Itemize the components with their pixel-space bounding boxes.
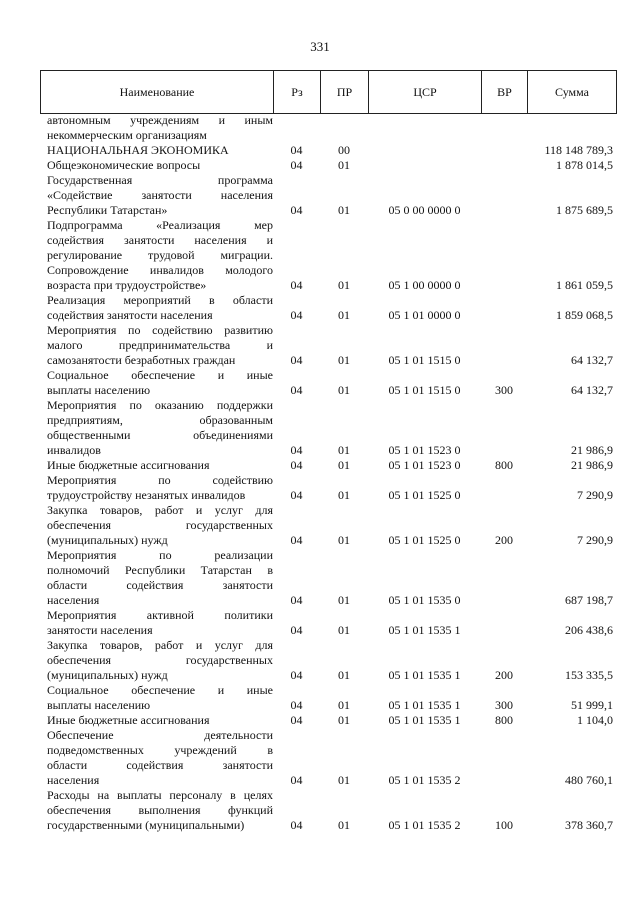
row-csr: 05 1 01 1535 1	[388, 668, 461, 682]
row-name	[40, 458, 273, 473]
row-sum: 51 999,1	[571, 698, 613, 712]
row-name-line: Мероприятия по оказанию поддержки	[47, 398, 273, 412]
row-vr	[481, 473, 527, 503]
row-sum: 206 438,6	[565, 623, 613, 637]
row-sum: 21 986,9	[571, 443, 613, 457]
row-pr: 01	[338, 158, 350, 172]
row-name-line: населения	[47, 773, 100, 787]
table-row	[40, 713, 616, 728]
row-csr: 05 1 01 1535 1	[388, 698, 461, 712]
row-name-line: возраста при трудоустройстве»	[47, 278, 207, 292]
row-pr: 01	[338, 698, 350, 712]
row-name	[40, 158, 273, 173]
row-name	[40, 638, 273, 683]
row-sum: 480 760,1	[565, 773, 613, 787]
row-sum: 1 859 068,5	[556, 308, 613, 322]
table-row	[40, 323, 616, 368]
row-csr: 05 1 00 0000 0	[388, 278, 461, 292]
row-csr: 05 1 01 1535 2	[388, 818, 461, 832]
row-sum: 7 290,9	[577, 488, 613, 502]
row-name	[40, 113, 273, 143]
row-name-line: Социальное обеспечение и иные	[47, 683, 273, 697]
row-pr: 01	[338, 443, 350, 457]
row-csr: 05 1 01 0000 0	[388, 308, 461, 322]
row-pr: 01	[338, 668, 350, 682]
row-sum: 378 360,7	[565, 818, 613, 832]
row-name-line: (муниципальных) нужд	[47, 668, 168, 682]
row-sum: 153 335,5	[565, 668, 613, 682]
row-name-line: Закупка товаров, работ и услуг для	[47, 638, 273, 652]
row-vr	[481, 728, 527, 788]
table-row	[40, 788, 616, 833]
table-row	[40, 638, 616, 683]
row-name	[40, 323, 273, 368]
row-pr: 01	[338, 593, 350, 607]
table-row	[40, 398, 616, 458]
row-name-line: Сопровождение инвалидов молодого	[47, 263, 273, 277]
row-rz: 04	[290, 158, 303, 172]
row-name-line: Иные бюджетные ассигнования	[47, 458, 210, 472]
row-sum: 7 290,9	[577, 533, 613, 547]
row-vr	[481, 293, 527, 323]
table-row	[40, 143, 616, 158]
row-name	[40, 473, 273, 503]
row-name-line: регулирование трудовой миграции.	[47, 248, 273, 262]
row-rz: 04	[290, 458, 303, 472]
row-name-line: Закупка товаров, работ и услуг для	[47, 503, 273, 517]
row-sum: 64 132,7	[571, 353, 613, 367]
row-name-line: предприятиям, образованным	[47, 413, 273, 427]
budget-table-body	[40, 113, 616, 833]
row-vr	[481, 143, 527, 158]
row-sum: 64 132,7	[571, 383, 613, 397]
row-rz: 04	[290, 203, 303, 217]
row-name	[40, 713, 273, 728]
row-pr: 01	[338, 203, 350, 217]
row-name-line: НАЦИОНАЛЬНАЯ ЭКОНОМИКА	[47, 143, 229, 157]
header-name: Наименование	[41, 71, 274, 114]
row-sum: 1 878 014,5	[556, 158, 613, 172]
row-pr	[320, 113, 368, 143]
row-pr: 01	[338, 353, 350, 367]
row-name	[40, 683, 273, 713]
header-pr: ПР	[321, 71, 369, 114]
row-rz: 04	[290, 623, 303, 637]
row-name	[40, 503, 273, 548]
row-name-line: обеспечения государственных	[47, 653, 273, 667]
row-sum: 21 986,9	[571, 458, 613, 472]
row-vr	[481, 113, 527, 143]
row-pr: 01	[338, 533, 350, 547]
table-row	[40, 368, 616, 398]
row-name	[40, 728, 273, 788]
row-vr: 800	[495, 713, 513, 727]
row-name-line: малого предпринимательства и	[47, 338, 273, 352]
row-csr: 05 1 01 1523 0	[388, 443, 461, 457]
row-csr: 05 0 00 0000 0	[388, 203, 461, 217]
row-vr: 800	[495, 458, 513, 472]
row-name-line: полномочий Республики Татарстан в	[47, 563, 273, 577]
table-row	[40, 218, 616, 293]
row-rz: 04	[290, 278, 303, 292]
row-name-line: подведомственных учреждений в	[47, 743, 273, 757]
row-rz: 04	[290, 353, 303, 367]
row-csr	[368, 158, 481, 173]
row-rz: 04	[290, 443, 303, 457]
row-rz: 04	[290, 668, 303, 682]
row-pr: 01	[338, 713, 350, 727]
row-name-line: обеспечения выполнения функций	[47, 803, 273, 817]
row-rz: 04	[290, 488, 303, 502]
row-vr	[481, 173, 527, 218]
table-row	[40, 503, 616, 548]
row-vr: 200	[495, 533, 513, 547]
row-rz	[273, 113, 320, 143]
row-csr	[368, 143, 481, 158]
row-sum: 118 148 789,3	[544, 143, 613, 157]
row-name	[40, 173, 273, 218]
row-rz: 04	[290, 593, 303, 607]
row-csr: 05 1 01 1525 0	[388, 533, 461, 547]
row-name-line: области содействия занятости	[47, 758, 273, 772]
row-csr: 05 1 01 1535 1	[388, 623, 461, 637]
table-row	[40, 158, 616, 173]
row-pr: 00	[338, 143, 350, 157]
table-row	[40, 683, 616, 713]
row-name-line: Мероприятия по содействию	[47, 473, 273, 487]
table-row	[40, 113, 616, 143]
row-csr: 05 1 01 1535 0	[388, 593, 461, 607]
row-pr: 01	[338, 383, 350, 397]
header-vr: ВР	[482, 71, 528, 114]
row-name	[40, 218, 273, 293]
row-name-line: некоммерческим организациям	[47, 128, 207, 142]
row-name-line: содействия занятости населения	[47, 308, 213, 322]
row-name-line: Подпрограмма «Реализация мер	[47, 218, 273, 232]
row-vr	[481, 158, 527, 173]
row-vr	[481, 218, 527, 293]
row-name-line: государственными (муниципальными)	[47, 818, 245, 832]
row-csr: 05 1 01 1523 0	[388, 458, 461, 472]
row-name-line: Расходы на выплаты персоналу в целях	[47, 788, 273, 802]
row-rz: 04	[290, 698, 303, 712]
row-name-line: Республики Татарстан»	[47, 203, 168, 217]
row-name-line: Социальное обеспечение и иные	[47, 368, 273, 382]
row-pr: 01	[338, 308, 350, 322]
row-csr	[368, 113, 481, 143]
table-row	[40, 458, 616, 473]
row-name	[40, 143, 273, 158]
row-pr: 01	[338, 623, 350, 637]
row-sum: 687 198,7	[565, 593, 613, 607]
row-csr: 05 1 01 1515 0	[388, 383, 461, 397]
row-vr	[481, 608, 527, 638]
row-sum: 1 104,0	[577, 713, 613, 727]
row-name	[40, 548, 273, 608]
row-pr: 01	[338, 818, 350, 832]
row-pr: 01	[338, 278, 350, 292]
table-row	[40, 173, 616, 218]
row-name-line: самозанятости безработных граждан	[47, 353, 236, 367]
row-name	[40, 788, 273, 833]
row-rz: 04	[290, 308, 303, 322]
row-name-line: «Содействие занятости населения	[47, 188, 273, 202]
table-row	[40, 728, 616, 788]
row-name-line: инвалидов	[47, 443, 101, 457]
row-name-line: населения	[47, 593, 100, 607]
table-row	[40, 548, 616, 608]
row-pr: 01	[338, 773, 350, 787]
row-name-line: Общеэкономические вопросы	[47, 158, 201, 172]
row-name-line: общественными объединениями	[47, 428, 273, 442]
row-name	[40, 398, 273, 458]
row-vr	[481, 323, 527, 368]
row-name-line: области содействия занятости	[47, 578, 273, 592]
row-name	[40, 608, 273, 638]
header-rz: Рз	[274, 71, 321, 114]
row-sum: 1 861 059,5	[556, 278, 613, 292]
row-csr: 05 1 01 1515 0	[388, 353, 461, 367]
row-vr: 100	[495, 818, 513, 832]
row-name-line: Мероприятия по содействию развитию	[47, 323, 273, 337]
row-rz: 04	[290, 713, 303, 727]
row-name-line: Государственная программа	[47, 173, 273, 187]
row-rz: 04	[290, 533, 303, 547]
header-sum: Сумма	[528, 71, 617, 114]
row-name-line: выплаты населению	[47, 383, 151, 397]
row-name-line: содействия занятости населения и	[47, 233, 273, 247]
row-csr: 05 1 01 1525 0	[388, 488, 461, 502]
table-row	[40, 473, 616, 503]
row-sum	[527, 113, 616, 143]
row-vr: 300	[495, 383, 513, 397]
row-vr: 200	[495, 668, 513, 682]
row-name-line: Иные бюджетные ассигнования	[47, 713, 210, 727]
row-csr: 05 1 01 1535 2	[388, 773, 461, 787]
table-header	[40, 70, 617, 114]
row-name	[40, 293, 273, 323]
row-pr: 01	[338, 488, 350, 502]
row-rz: 04	[290, 143, 303, 157]
row-rz: 04	[290, 383, 303, 397]
row-name-line: Реализация мероприятий в области	[47, 293, 273, 307]
row-pr: 01	[338, 458, 350, 472]
row-name	[40, 368, 273, 398]
row-name-line: Мероприятия активной политики	[47, 608, 273, 622]
header-csr: ЦСР	[369, 71, 482, 114]
table-row	[40, 608, 616, 638]
table-row	[40, 293, 616, 323]
row-rz: 04	[290, 773, 303, 787]
row-name-line: Обеспечение деятельности	[47, 728, 273, 742]
row-vr	[481, 398, 527, 458]
row-vr	[481, 548, 527, 608]
row-name-line: выплаты населению	[47, 698, 151, 712]
row-csr: 05 1 01 1535 1	[388, 713, 461, 727]
row-vr: 300	[495, 698, 513, 712]
row-sum: 1 875 689,5	[556, 203, 613, 217]
row-name-line: трудоустройству незанятых инвалидов	[47, 488, 246, 502]
row-rz: 04	[290, 818, 303, 832]
row-name-line: автономным учреждениям и иным	[47, 113, 273, 127]
row-name-line: Мероприятия по реализации	[47, 548, 273, 562]
page-number: 331	[310, 39, 330, 54]
row-name-line: (муниципальных) нужд	[47, 533, 168, 547]
row-name-line: обеспечения государственных	[47, 518, 273, 532]
row-name-line: занятости населения	[47, 623, 153, 637]
